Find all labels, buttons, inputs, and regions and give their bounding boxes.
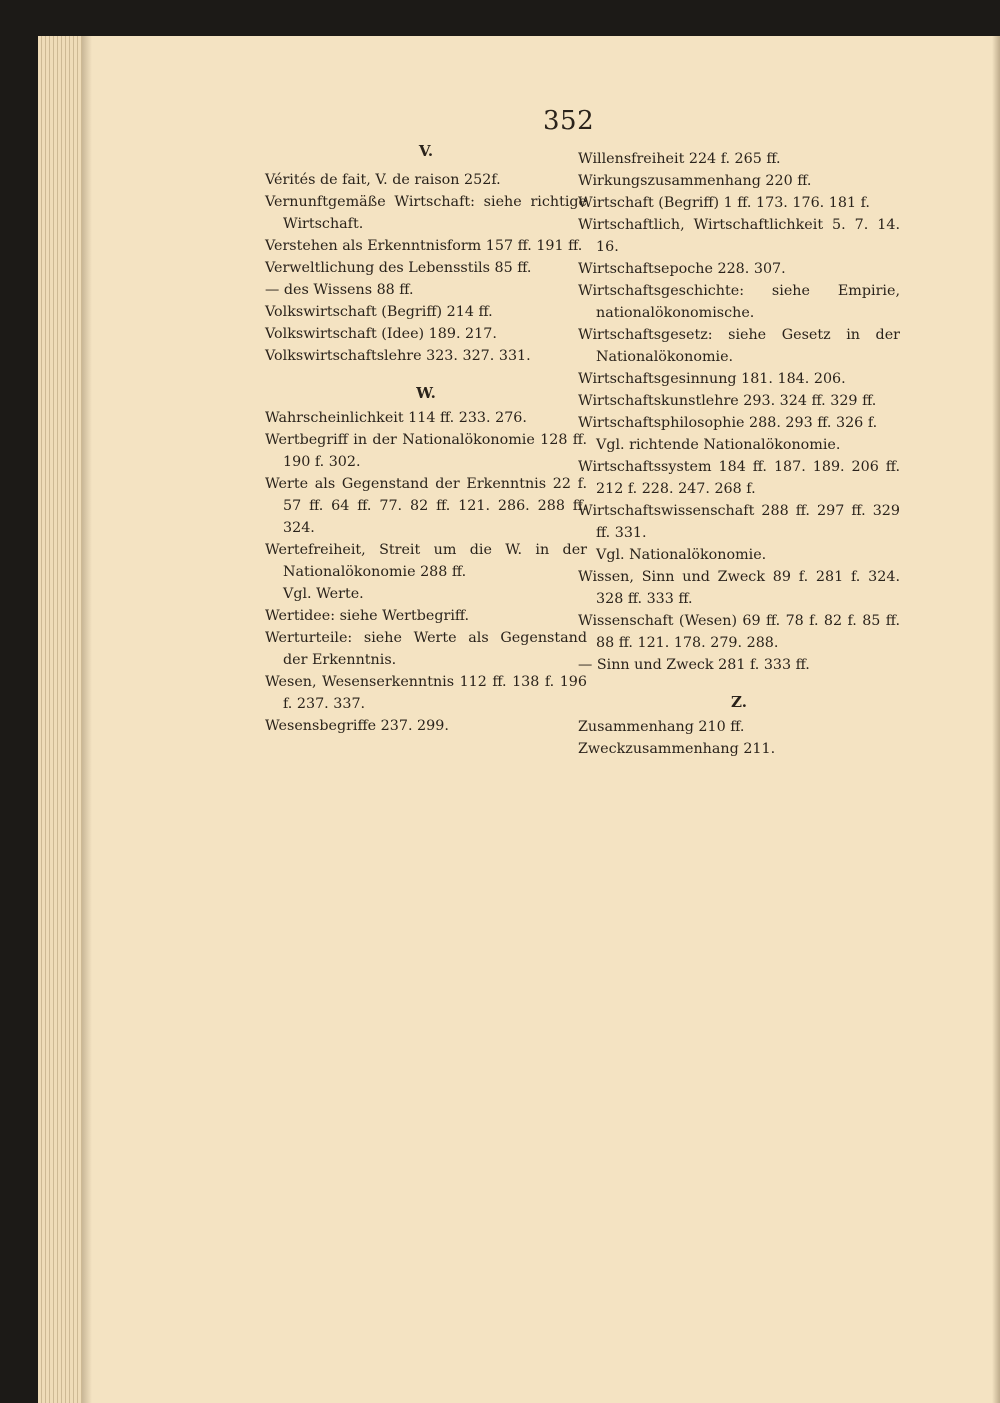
page-number: 352 <box>543 106 595 136</box>
index-entry: Wirtschaftsphilosophie 288. 293 ff. 326 f. <box>578 415 878 431</box>
index-entry: Wirtschaftsgeschichte: siehe Empirie, nationalökonomische. <box>578 283 900 321</box>
section-heading-v: V. <box>418 142 434 160</box>
index-column-right <box>578 148 900 760</box>
index-entry: Wirtschaftsgesinnung 181. 184. 206. <box>578 371 846 387</box>
index-entry: Wesen, Wesenserkenntnis 112 ff. 138 f. 196 f. 237. 337. <box>265 674 587 712</box>
index-entry: Wirtschaftsepoche 228. 307. <box>578 261 786 277</box>
index-entry: Wertefreiheit, Streit um die W. in der Nationalökonomie 288 ff. <box>265 542 587 580</box>
section-heading-z: Z. <box>731 693 747 711</box>
index-entry: Wissen, Sinn und Zweck 89 f. 281 f. 324. 328 ff. 333 ff. <box>578 569 900 607</box>
index-entry: Wirtschaftsgesetz: siehe Gesetz in der Nationalökonomie. <box>578 327 900 365</box>
index-entry: Wertidee: siehe Wertbegriff. <box>265 608 470 624</box>
index-cross-reference: Vgl. Nationalökonomie. <box>596 547 767 563</box>
index-entry: Wissenschaft (Wesen) 69 ff. 78 f. 82 f. 85 ff. 88 ff. 121. 178. 279. 288. <box>578 613 900 651</box>
index-entry: Wertbegriff in der Nationalökonomie 128 ff. 190 f. 302. <box>265 432 587 470</box>
section-heading-w: W. <box>416 384 436 402</box>
index-entry: Wirkungszusammenhang 220 ff. <box>578 173 812 189</box>
index-cross-reference: Vgl. Werte. <box>283 586 364 602</box>
index-entry: Wahrscheinlichkeit 114 ff. 233. 276. <box>265 410 527 426</box>
index-entry: Wirtschaftswissenschaft 288 ff. 297 ff. 329 ff. 331. <box>578 503 900 541</box>
index-entry: Zweckzusammenhang 211. <box>578 741 776 757</box>
index-entry: Wirtschaftskunstlehre 293. 324 ff. 329 ff. <box>578 393 877 409</box>
index-entry: Vernunftgemäße Wirtschaft: siehe richtige Wirtschaft. <box>265 194 587 232</box>
index-entry: — Sinn und Zweck 281 f. 333 ff. <box>578 657 810 673</box>
page-gutter-shadow <box>992 36 1000 1403</box>
index-entry: Verweltlichung des Lebensstils 85 ff. <box>265 260 532 276</box>
index-entry: Wirtschaft (Begriff) 1 ff. 173. 176. 181 f. <box>578 195 870 211</box>
index-entry: Werturteile: siehe Werte als Gegenstand der Erkenntnis. <box>265 630 587 668</box>
index-entry: Wirtschaftlich, Wirtschaftlichkeit 5. 7. 14. 16. <box>578 217 900 255</box>
index-entry: Volkswirtschaft (Begriff) 214 ff. <box>265 304 493 320</box>
index-entry: Volkswirtschaft (Idee) 189. 217. <box>265 326 497 342</box>
index-entry: Zusammenhang 210 ff. <box>578 719 745 735</box>
page-stack-edge <box>38 36 82 1403</box>
index-entry: Werte als Gegenstand der Erkenntnis 22 f. 57 ff. 64 ff. 77. 82 ff. 121. 286. 288 ff. 324. <box>265 476 587 536</box>
index-entry: Wesensbegriffe 237. 299. <box>265 718 449 734</box>
index-cross-reference: Vgl. richtende Nationalökonomie. <box>596 437 841 453</box>
index-entry: Willensfreiheit 224 f. 265 ff. <box>578 151 781 167</box>
index-entry: Verstehen als Erkenntnisform 157 ff. 191 ff. <box>265 238 583 254</box>
index-column-left <box>265 142 587 737</box>
index-entry: — des Wissens 88 ff. <box>265 282 414 298</box>
index-entry: Vérités de fait, V. de raison 252f. <box>265 172 501 188</box>
book-page <box>38 36 1000 1403</box>
index-entry: Volkswirtschaftslehre 323. 327. 331. <box>265 348 531 364</box>
index-entry: Wirtschaftssystem 184 ff. 187. 189. 206 ff. 212 f. 228. 247. 268 f. <box>578 459 900 497</box>
